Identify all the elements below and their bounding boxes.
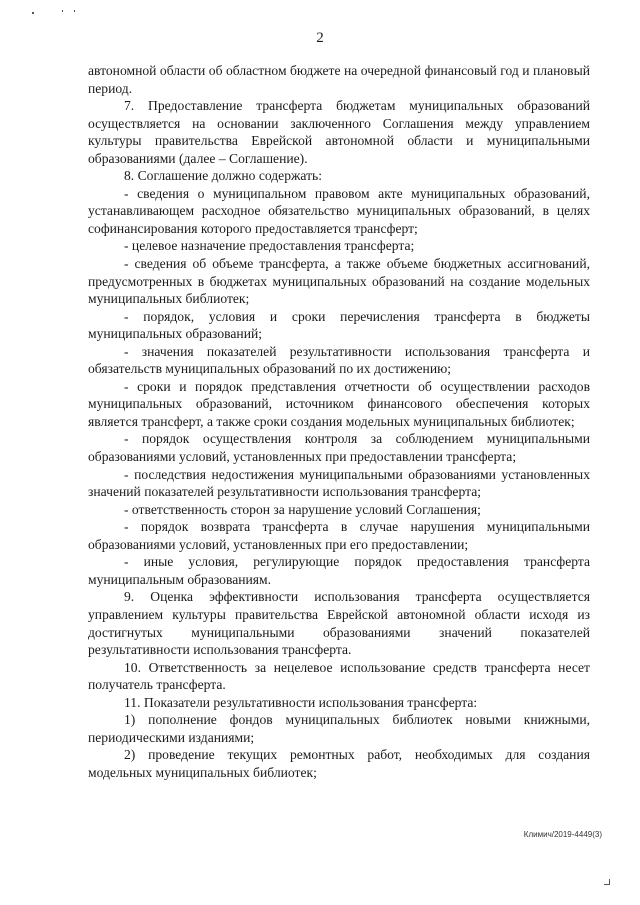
list-item-indicators: - значения показателей результативности использования трансферта и обязательств муниципальных образований по их достижению; (88, 343, 590, 377)
list-item-purpose: - целевое назначение предоставления трансферта; (124, 238, 415, 254)
document-body (88, 62, 590, 781)
scan-mark-bottom-right-2 (609, 879, 610, 885)
paragraph-9: 9. Оценка эффективности использования трансферта осуществляется управлением культуры правительства Еврейской автономной области исходя из достигнутых муниципальными образованиями значений показателей результативности использования трансферта. (88, 589, 590, 658)
list-item-other: - иные условия, регулирующие порядок предоставления трансферта муниципальным образованиям. (88, 554, 590, 587)
scan-mark-top-left (32, 12, 34, 14)
paragraph-10: 10. Ответственность за нецелевое использование средств трансферта несет получатель трансферта. (88, 659, 590, 693)
paragraph-continuation: автономной области об областном бюджете на очередной финансовый год и плановый период. (88, 63, 590, 96)
list-item-legal-act: - сведения о муниципальном правовом акте муниципальных образований, устанавливающем расходное обязательство муниципальных образований, в целях софинансирования которого предоставляется трансферт; (88, 185, 590, 236)
page-number: 2 (316, 30, 324, 46)
list-item-control: - порядок осуществления контроля за соблюдением муниципальными образованиями условий, установленных при предоставлении трансферта; (88, 431, 590, 465)
list-item-return: - порядок возврата трансферта в случае нарушения муниципальными образованиями условий, установленных при его предоставлении; (88, 519, 590, 552)
list-item-consequences: - последствия недостижения муниципальными образованиями установленных значений показателей результативности использования трансферта; (88, 466, 590, 500)
paragraph-8: 8. Соглашение должно содержать: (124, 168, 322, 184)
paragraph-7: 7. Предоставление трансферта бюджетам муниципальных образований осуществляется на основании заключенного Соглашения между управлением культуры правительства Еврейской автономной области и муниципальными образованиями (далее – Соглашение). (88, 98, 590, 166)
scan-mark-top-left-2 (62, 10, 63, 12)
indicator-item-1: 1) пополнение фондов муниципальных библиотек новыми книжными, периодическими изданиями; (88, 712, 590, 745)
indicator-item-2: 2) проведение текущих ремонтных работ, необходимых для создания модельных муниципальных библиотек; (88, 747, 590, 780)
list-item-responsibility: - ответственность сторон за нарушение условий Соглашения; (124, 501, 481, 517)
list-item-transfer-order: - порядок, условия и сроки перечисления трансферта в бюджеты муниципальных образований; (88, 308, 590, 342)
paragraph-11: 11. Показатели результативности использования трансферта: (124, 694, 478, 710)
list-item-volume: - сведения об объеме трансферта, а также объеме бюджетных ассигнований, предусмотренных в бюджетах муниципальных образований на создание модельных муниципальных библиотек; (88, 256, 590, 307)
scan-mark-top-left-3 (74, 10, 75, 12)
document-code: Климич/2019-4449(3) (523, 830, 602, 839)
list-item-reporting: - сроки и порядок представления отчетности об осуществлении расходов муниципальных образований, источником финансового обеспечения которых является трансферт, а также сроки создания модельных муниципальных библиотек; (88, 378, 590, 429)
